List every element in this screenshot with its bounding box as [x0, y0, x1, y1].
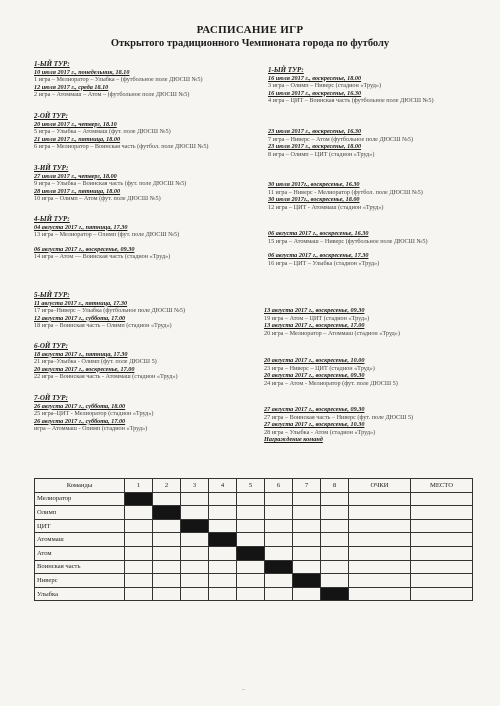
result-cell: [321, 492, 349, 506]
result-cell: [125, 546, 153, 560]
match-date: 20 августа 2017 г., воскресенье, 10.00: [264, 357, 365, 364]
match-date: 10 июля 2017 г., понедельник, 18.10: [34, 68, 130, 76]
result-cell: [237, 587, 265, 601]
match-date: 20 августа 2017 г., воскресенье, 17.00: [34, 365, 135, 373]
match-date: 18 августа 2017 г., пятница, 17.30: [34, 350, 128, 358]
result-cell: [181, 546, 209, 560]
team-name-cell: ЦИТ: [35, 519, 125, 533]
result-cell: [349, 587, 411, 601]
match-date: 16 июля 2017 г., воскресенье, 18.00: [268, 74, 362, 82]
result-cell: [321, 506, 349, 520]
match-line: 20 игра – Мелиоратор – Атоммаш (стадион «Труд»): [264, 329, 400, 337]
schedule-block: [34, 216, 179, 261]
result-cell: [349, 574, 411, 588]
team-name-cell: Олимп: [35, 506, 125, 520]
result-cell: [237, 560, 265, 574]
result-cell: [321, 560, 349, 574]
match-date: 27 августа 2017 г., воскресенье, 09.30: [264, 406, 365, 413]
result-cell: [153, 587, 181, 601]
match-line: 8 игра – Олимп – ЦИТ (стадион «Труд»): [268, 150, 375, 158]
result-cell: [153, 533, 181, 547]
schedule-block: [34, 61, 203, 99]
match-line: 25 игра–ЦИТ - Мелиоратор (стадион «Труд»): [34, 410, 154, 418]
result-cell: [125, 533, 153, 547]
result-cell: [209, 574, 237, 588]
team-name-cell: Атоммаш: [35, 533, 125, 547]
diagonal-blocked-cell: [265, 560, 293, 574]
result-cell: [181, 506, 209, 520]
match-line: 9 игра – Улыбка – Воинская часть (фут. поле ДЮСШ №5): [34, 180, 187, 188]
match-date: 26 августа 2017 г., суббота, 18.00: [34, 402, 126, 410]
result-cell: [209, 519, 237, 533]
match-line: 2 игра – Атоммаш – Атом – (футбольное поле ДЮСШ №5): [34, 91, 190, 99]
result-cell: [349, 533, 411, 547]
result-cell: [349, 546, 411, 560]
match-line: 11 игра – Нивeрс - Мелиоратор (футбол. поле ДЮСШ №5): [268, 188, 423, 196]
table-row: [35, 492, 473, 506]
tour-heading: 3-ИЙ ТУР:: [34, 164, 69, 172]
table-row: [35, 519, 473, 533]
result-cell: [293, 560, 321, 574]
result-cell: [181, 587, 209, 601]
result-cell: [153, 560, 181, 574]
result-cell: [411, 533, 473, 547]
schedule-block: [268, 181, 423, 211]
result-cell: [411, 519, 473, 533]
result-cell: [153, 492, 181, 506]
diagonal-blocked-cell: [209, 533, 237, 547]
team-name-cell: Мелиоратор: [35, 492, 125, 506]
result-cell: [349, 492, 411, 506]
team-name-cell: Нивeрс: [35, 574, 125, 588]
match-line: 19 игра – Атом – ЦИТ (стадион «Труд»): [264, 314, 370, 322]
schedule-block: [264, 357, 398, 387]
team-name-cell: Улыбка: [35, 587, 125, 601]
diagonal-blocked-cell: [125, 492, 153, 506]
table-row: [35, 506, 473, 520]
result-cell: [153, 574, 181, 588]
match-line: 14 игра – Атом — Воинская часть (стадион «Труд»): [34, 253, 171, 261]
match-line: 1 игра – Мелиоратор – Улыбка – (футбольное поле ДЮСШ №5): [34, 76, 203, 84]
match-date: 11 августа 2017 г., пятница, 17.30: [34, 299, 128, 307]
result-cell: [321, 533, 349, 547]
match-date: 30 июля 2017г., воскресенье, 18.00: [268, 196, 360, 204]
team-name-cell: Атом: [35, 546, 125, 560]
match-date: 28 июля 2017 г., пятница, 18.00: [34, 187, 121, 195]
schedule-block: [34, 292, 185, 330]
table-header-cell: 2: [153, 479, 181, 493]
schedule-block: [34, 165, 186, 203]
match-date: Награждение команд: [264, 436, 323, 444]
page-subtitle: Открытого традиционного Чемпионата города по футболу: [110, 38, 390, 49]
schedule-block: [34, 395, 153, 433]
match-date: 13 августа 2017 г., воскресенье, 09.30: [264, 307, 365, 314]
team-name-cell: Воинская часть: [35, 560, 125, 574]
match-line: 22 игра – Воинская часть - Атоммаш (стадион «Труд»): [34, 373, 178, 381]
table-row: [35, 533, 473, 547]
result-cell: [265, 533, 293, 547]
match-line: 7 игра – Нивeрс – Атом (футбольное поле ДЮСШ №5): [268, 135, 414, 143]
match-line: 10 игра – Олимп – Атом (фут. поле ДЮСШ №5): [34, 195, 161, 203]
diagonal-blocked-cell: [293, 574, 321, 588]
schedule-block: [268, 230, 428, 267]
result-cell: [209, 506, 237, 520]
page-title: РАСПИСАНИЕ ИГР: [196, 24, 304, 36]
schedule-block: [264, 406, 413, 444]
tour-heading: 2-ОЙ ТУР:: [34, 112, 69, 120]
table-header-row: [35, 479, 473, 493]
table-header-cell: 5: [237, 479, 265, 493]
result-cell: [237, 519, 265, 533]
match-date: 26 августа 2017 г., суббота, 17.00: [34, 417, 126, 425]
schedule-block: [264, 307, 400, 337]
result-cell: [293, 519, 321, 533]
table-header-cell: 7: [293, 479, 321, 493]
table-header-cell: 6: [265, 479, 293, 493]
result-cell: [265, 519, 293, 533]
result-cell: [265, 546, 293, 560]
result-cell: [209, 560, 237, 574]
table-header-cell: 8: [321, 479, 349, 493]
table-header-cell: Команды: [35, 479, 125, 493]
table-header-cell: 3: [181, 479, 209, 493]
result-cell: [237, 533, 265, 547]
result-cell: [321, 546, 349, 560]
tour-heading: 1-ЫЙ ТУР:: [268, 66, 304, 74]
match-line: 15 игра – Атоммаш – Нивeрс (футбольное поле ДЮСШ №5): [268, 237, 428, 245]
tour-heading: 5-ЫЙ ТУР:: [34, 291, 70, 299]
result-cell: [411, 574, 473, 588]
match-line: 17 игра–Нивeрс – Улыбка (футбольное поле ДЮСШ №5): [34, 307, 186, 315]
table-row: [35, 560, 473, 574]
tour-heading: 4-ЫЙ ТУР:: [34, 215, 70, 223]
match-date: 27 августа 2017 г., воскресенье, 10.30: [264, 421, 365, 429]
match-line: 18 игра – Воинская часть – Олимп (стадион «Труд»): [34, 322, 172, 330]
match-date: 20 июля 2017 г., четверг, 18.10: [34, 120, 117, 128]
match-date: 27 июля 2017 г., четверг, 18.00: [34, 172, 117, 180]
match-line: игра – Атоммаш - Олимп (стадион «Труд»): [34, 425, 148, 433]
table-row: [35, 587, 473, 601]
result-cell: [265, 506, 293, 520]
result-cell: [411, 506, 473, 520]
match-line: 13 игра – Мелиоратор – Олимп (фут. поле ДЮСШ №5): [34, 231, 180, 239]
match-line: 5 игра – Улыбка – Атоммаш (фут. поле ДЮСШ №5): [34, 128, 171, 136]
result-cell: [125, 506, 153, 520]
result-cell: [411, 560, 473, 574]
match-date: 21 июля 2017 г., пятница, 18.00: [34, 135, 121, 143]
table-row: [35, 546, 473, 560]
result-cell: [125, 574, 153, 588]
result-cell: [293, 546, 321, 560]
result-cell: [153, 546, 181, 560]
match-line: 4 игра – ЦИТ – Воинская часть (футбольное поле ДЮСШ №5): [268, 97, 434, 105]
match-date: 23 июля 2017 г., воскресенье, 18.00: [268, 143, 362, 151]
match-line: 12 игра – ЦИТ - Атоммаш (стадион «Труд»): [268, 203, 384, 211]
match-line: 24 игра – Атом - Мелиоратор (фут. поле ДЮСШ 5): [264, 379, 398, 387]
result-cell: [293, 492, 321, 506]
result-cell: [265, 492, 293, 506]
result-cell: [237, 506, 265, 520]
table-row: [35, 574, 473, 588]
tour-heading: 7-ОЙ ТУР:: [34, 394, 69, 402]
match-line: 16 игра – ЦИТ – Улыбка (стадион «Труд»): [268, 259, 380, 267]
schedule-block: [34, 343, 178, 381]
match-date: 23 июля 2017 г., воскресенье, 16.30: [268, 128, 362, 135]
diagonal-blocked-cell: [181, 519, 209, 533]
diagonal-blocked-cell: [237, 546, 265, 560]
table-header-cell: 4: [209, 479, 237, 493]
result-cell: [293, 533, 321, 547]
match-date: 16 июля 2017 г., воскресенье, 16.30: [268, 89, 362, 97]
match-date: 13 августа 2017 г., воскресенье, 17.00: [264, 322, 365, 330]
result-cell: [237, 492, 265, 506]
match-line: 6 игра – Мелиоратор – Воинская часть (футбол. поле ДЮСШ №5): [34, 143, 209, 151]
result-cell: [125, 587, 153, 601]
match-date: 06 августа 2017 г., воскресенье, 17.30: [268, 252, 369, 260]
result-cell: [349, 519, 411, 533]
match-line: 23 игра – Нивeрс – ЦИТ (стадион «Труд»): [264, 364, 375, 372]
result-cell: [153, 519, 181, 533]
match-line: 3 игра – Олимп – Нивeрс (стадион «Труд»): [268, 82, 382, 90]
result-cell: [125, 519, 153, 533]
result-cell: [265, 587, 293, 601]
match-date: 06 августа 2017 г., воскресенье, 09.30: [34, 245, 135, 253]
tour-heading: 6-ОЙ ТУР:: [34, 342, 69, 350]
result-cell: [411, 492, 473, 506]
table-header-cell: 1: [125, 479, 153, 493]
page-mark: ~: [242, 688, 245, 693]
tour-heading: 1-ЫЙ ТУР:: [34, 60, 70, 68]
match-date: 04 августа 2017 г., пятница, 17.30: [34, 223, 128, 231]
match-date: 30 июля 2017г., воскресенье, 16.30: [268, 181, 360, 188]
diagonal-blocked-cell: [321, 587, 349, 601]
standings-table: [34, 478, 473, 601]
match-line: 27 игра – Воинская часть – Нивeрс (фут. поле ДЮСШ 5): [264, 413, 414, 421]
table-header-cell: ОЧКИ: [349, 479, 411, 493]
schedule-block: [268, 128, 413, 158]
result-cell: [411, 546, 473, 560]
match-date: 12 августа 2017 г., суббота, 17.00: [34, 314, 126, 322]
result-cell: [181, 492, 209, 506]
match-date: 06 августа 2017 г., воскресенье, 16.30: [268, 230, 369, 237]
result-cell: [181, 574, 209, 588]
result-cell: [321, 574, 349, 588]
spacer: [34, 239, 179, 246]
result-cell: [181, 560, 209, 574]
result-cell: [293, 587, 321, 601]
match-line: 21 игра–Улыбка - Олимп (фут. поле ДЮСШ 5): [34, 358, 157, 366]
result-cell: [293, 506, 321, 520]
match-line: 28 игра – Улыбка - Атом (стадион «Труд»): [264, 428, 376, 436]
spacer: [268, 245, 428, 252]
result-cell: [209, 492, 237, 506]
schedule-block: [34, 113, 208, 151]
match-date: 12 июля 2017 г., среда 18.10: [34, 83, 109, 91]
result-cell: [349, 506, 411, 520]
result-cell: [237, 574, 265, 588]
result-cell: [321, 519, 349, 533]
match-date: 20 августа 2017 г., воскресенье, 09.30: [264, 372, 365, 380]
result-cell: [265, 574, 293, 588]
result-cell: [209, 546, 237, 560]
schedule-block: [268, 67, 434, 105]
table-header-cell: МЕСТО: [411, 479, 473, 493]
result-cell: [411, 587, 473, 601]
diagonal-blocked-cell: [153, 506, 181, 520]
result-cell: [181, 533, 209, 547]
result-cell: [125, 560, 153, 574]
result-cell: [209, 587, 237, 601]
result-cell: [349, 560, 411, 574]
